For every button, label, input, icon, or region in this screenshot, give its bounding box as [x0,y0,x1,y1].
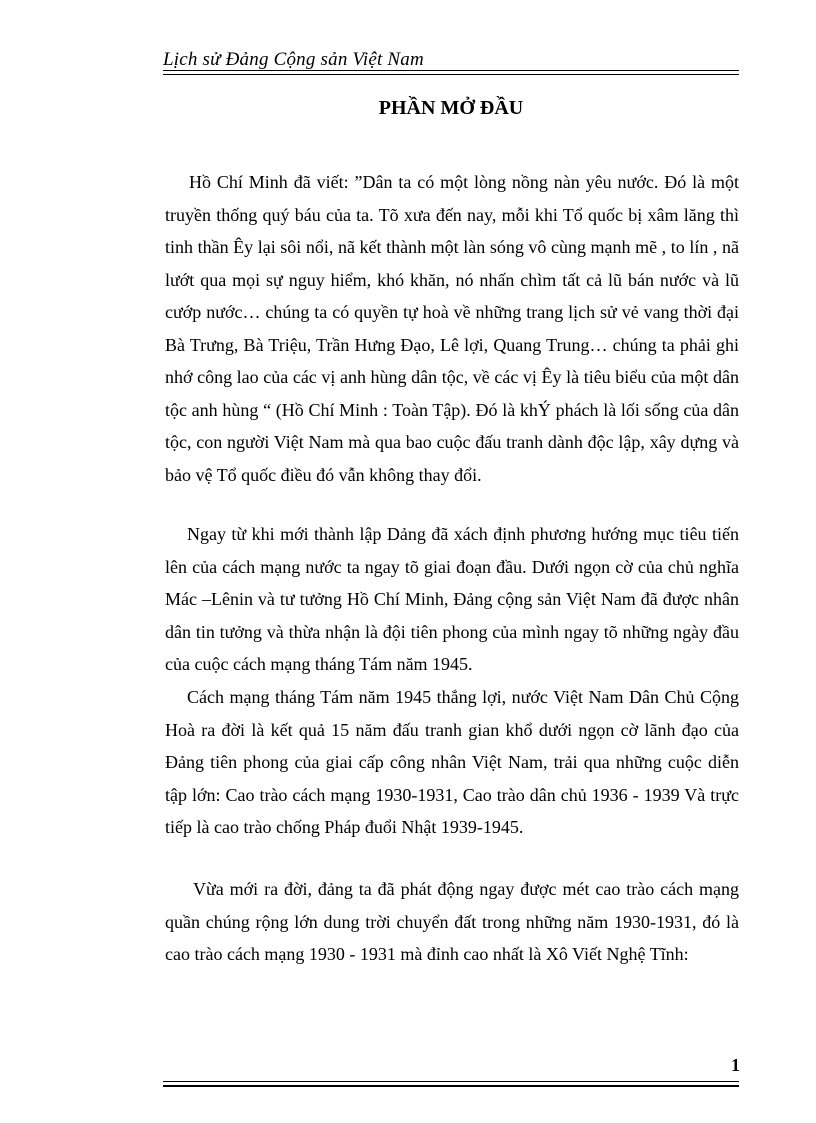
running-header: Lịch sử Đảng Cộng sản Việt Nam [163,49,424,70]
footer-rule-thick [163,1085,739,1087]
footer-rule-thin [163,1081,739,1082]
paragraph-3: Cách mạng tháng Tám năm 1945 thắng lợi, nước Việt Nam Dân Chủ Cộng Hoà ra đời là kết quả 15 năm đấu tranh gian khổ dưới ngọn cờ lãnh đạo của Đảng tiên phong của giai cấp công nhân Việt Nam, trải qua những cuộc diễn tập lớn: Cao trào cách mạng 1930-1931, Cao trào dân chủ 1936 - 1939 Và trực tiếp là cao trào chống Pháp đuổi Nhật 1939-1945. [165,687,739,837]
header-rule-thin [163,74,739,75]
paragraph-4: Vừa mới ra đời, đảng ta đã phát động ngay được mét cao trào cách mạng quần chúng rộng lớn dung trời chuyển đất trong những năm 1930-1931, đó là cao trào cách mạng 1930 - 1931 mà đỉnh cao nhất là Xô Viết Nghệ Tĩnh: [165,879,739,964]
section-title: PHẦN MỞ ĐẦU [378,97,524,119]
header-rule-thick [163,70,739,71]
page-number: 1 [731,1055,740,1075]
paragraph-1: Hồ Chí Minh đã viết: ”Dân ta có một lòng nồng nàn yêu nước. Đó là một truyền thống quý báu của ta. Tõ xưa đến nay, mỗi khi Tổ quốc bị xâm lăng thì tinh thần Êy lại sôi nổi, nã kết thành một làn sóng vô cùng mạnh mẽ , to lín , nã lướt qua mọi sự nguy hiểm, khó khăn, nó nhấn chìm tất cả lũ bán nước và lũ cướp nước… chúng ta có quyền tự hoà về những trang lịch sử vẻ vang thời đại Bà Trưng, Bà Triệu, Trần Hưng Đạo, Lê lợi, Quang Trung… chúng ta phải ghi nhớ công lao của các vị anh hùng dân tộc, về các vị Êy là tiêu biểu của một dân tộc anh hùng “ (Hồ Chí Minh : Toàn Tập). Đó là khÝ phách là lối sống của dân tộc, con người Việt Nam mà qua bao cuộc đấu tranh dành độc lập, xây dựng và bảo vệ Tổ quốc điều đó vẫn không thay đổi. [165,172,739,485]
paragraph-2: Ngay từ khi mới thành lập Dảng đã xách định phương hướng mục tiêu tiến lên của cách mạng nước ta ngay tõ giai đoạn đầu. Dưới ngọn cờ của chủ nghĩa Mác –Lênin và tư tưởng Hồ Chí Minh, Đảng cộng sản Việt Nam đã được nhân dân tin tưởng và thừa nhận là đội tiên phong của mình ngay tõ những ngày đầu của cuộc cách mạng tháng Tám năm 1945. [165,524,739,674]
